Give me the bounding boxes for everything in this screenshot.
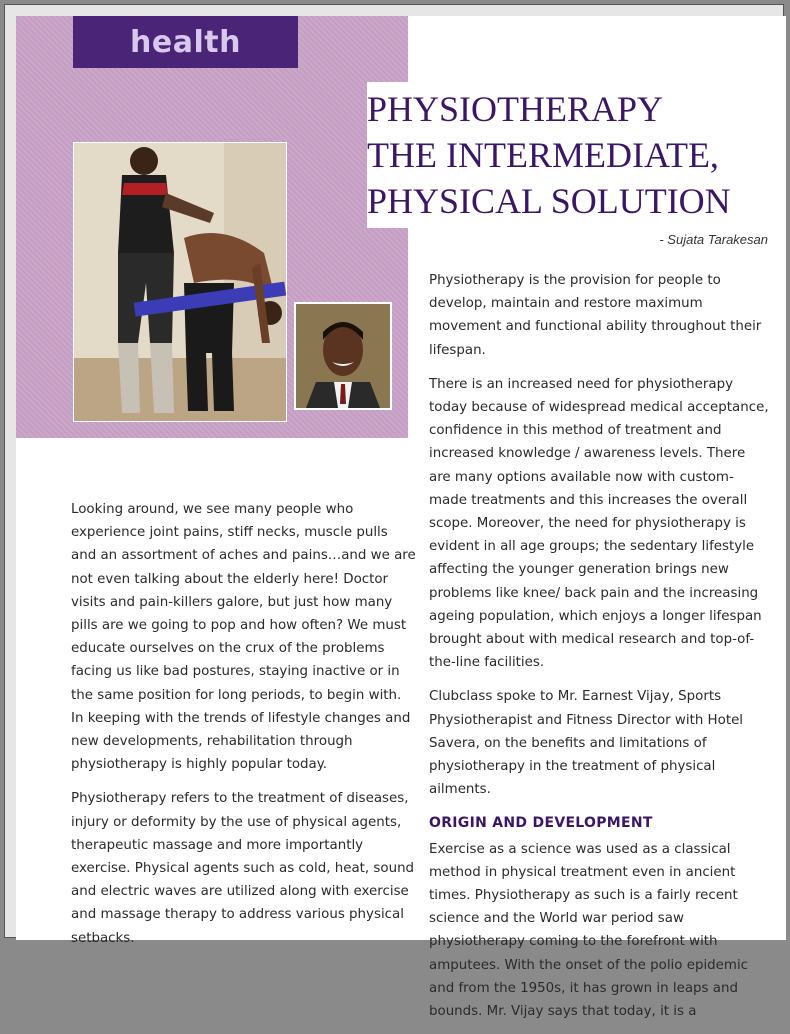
right-column (429, 269, 771, 1034)
section-label: health (130, 24, 241, 60)
therapy-session-photo (73, 142, 287, 422)
definition-paragraph: Physiotherapy refers to the treatment of diseases, injury or deformity by the use of physical agents, therapeutic massage and more importantly exercise. Physical agents such as cold, heat, sound and electric waves are utilized along with exercise and massage therapy to address various physical setbacks. (71, 791, 415, 946)
need-paragraph: There is an increased need for physiotherapy today because of widespread medical acceptance, confidence in this method of treatment and increased knowledge / awareness levels. There are many options available now with custom-made treatments and this increases the overall scope. Moreover, the need for physiotherapy is evident in all age groups; the sedentary lifestyle affecting the younger generation brings new problems like knee/ back pain and the increasing ageing population, which enjoys a longer lifespan brought about with medical research and top-of-the-line facilities. (429, 376, 769, 671)
headline-line: PHYSIOTHERAPY (367, 89, 664, 129)
section-tab (73, 16, 298, 68)
page-frame (4, 4, 784, 1020)
headline-line: THE INTERMEDIATE, (367, 135, 719, 175)
magazine-page (16, 16, 786, 1020)
summary-paragraph: Physiotherapy is the provision for people to develop, maintain and restore maximum movement and functional ability throughout their lifespan. (429, 273, 762, 358)
origin-paragraph: Exercise as a science was used as a classical method in physical treatment even in ancient times. Physiotherapy as such is a fairly recent science and the World war period saw physiotherapy coming to the forefront with amputees. With the onset of the polio epidemic and from the 1950s, it has grown in leaps and bounds. Mr. Vijay says that today, it is a (429, 841, 749, 1020)
interview-paragraph: Clubclass spoke to Mr. Earnest Vijay, Sports Physiotherapist and Fitness Director with Hotel Savera, on the benefits and limitations of physiotherapy in the treatment of physical ailments. (429, 689, 744, 798)
portrait-photo (294, 302, 392, 410)
headline-line: PHYSICAL SOLUTION (367, 181, 731, 221)
byline: - Sujata Tarakesan (659, 232, 768, 247)
left-column (71, 498, 416, 961)
intro-paragraph: Looking around, we see many people who experience joint pains, stiff necks, muscle pulls and an assortment of aches and pains…and we are not even talking about the elderly here! Doctor visits and pain-killers galore, but just how many pills are we going to pop and how often? We must educate ourselves on the crux of the problems facing us like bad postures, staying inactive or in the same position for long periods, to begin with. In keeping with the trends of lifestyle changes and new developments, rehabilitation through physiotherapy is highly popular today. (71, 502, 416, 773)
section-subheading: ORIGIN AND DEVELOPMENT (429, 815, 653, 832)
article-headline (367, 82, 777, 228)
